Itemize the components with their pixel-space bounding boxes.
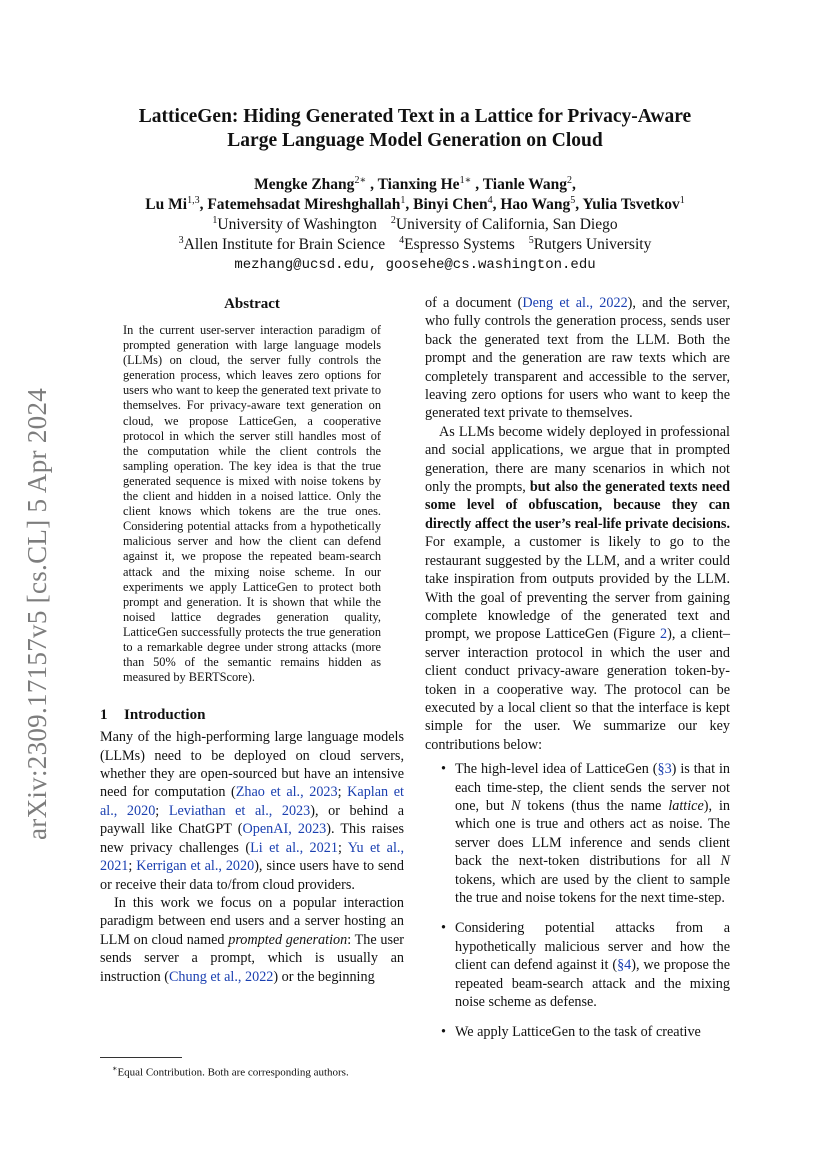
- affiliation-mark: 2: [390, 214, 396, 226]
- author-affiliation-mark: 1: [679, 194, 685, 206]
- author-name: Mengke Zhang: [254, 176, 355, 193]
- bold-claim: but also the generated texts need some level of obfuscation, because they can directly affect the user’s real-life private decisions.: [425, 479, 730, 532]
- affiliation-name: University of Washington: [217, 216, 377, 233]
- affiliation-mark: 3: [178, 234, 184, 246]
- figure-reference-link[interactable]: 2: [660, 626, 668, 643]
- contributions-list: [425, 760, 730, 1042]
- citation-link[interactable]: Kaplan et al., 2020: [100, 784, 404, 819]
- affiliation-mark: 5: [528, 234, 534, 246]
- footnote-divider: [100, 1057, 182, 1058]
- bullet-icon: •: [441, 761, 446, 778]
- author-name: Tianle Wang: [482, 176, 568, 193]
- author-separator: ,: [471, 176, 483, 193]
- author-name: Tianxing He: [377, 176, 460, 193]
- author-name: Lu Mi: [145, 196, 188, 213]
- citation-link[interactable]: Leviathan et al., 2023: [168, 802, 311, 819]
- intro-paragraph-2-continued: of a document (Deng et al., 2022), and the server, who fully controls the generation process, sends user back the generated text from the LLM. Both the prompt and the generation are raw texts which are completely transparent and accessible to the server, leaving zero options for users who want to keep the generated text private to themselves.: [425, 295, 730, 422]
- author-separator: ,: [572, 176, 576, 193]
- affiliation-name: Rutgers University: [533, 236, 652, 253]
- section-number: 1: [100, 707, 108, 724]
- citation-link[interactable]: Chung et al., 2022: [168, 968, 274, 985]
- author-line-2: [90, 195, 740, 215]
- author-name: Binyi Chen: [413, 196, 488, 213]
- section-reference-link[interactable]: §3: [657, 761, 672, 778]
- contribution-item: • We apply LatticeGen to the task of creative: [441, 1024, 701, 1041]
- abstract-text: In the current user-server interaction paradigm of prompted generation with large language models (LLMs) on cloud, the server fully controls the generation process, which leaves zero options for users who want to keep the generated text private to themselves. For privacy-aware text generation on cloud, we propose LatticeGen, a cooperative protocol in which the server still handles most of the computation while the client controls the sampling operation. The key idea is that the true generated sequence is mixed with noise tokens by the client and hidden in a noised lattice. Only the client knows which tokens are the true ones. Considering potential attacks from a hypothetically malicious server and how the client can defend against it, we propose the repeated beam-search attack and the mixing noise scheme. In our experiments we apply LatticeGen to protect both prompt and generation. It is shown that while the noised lattice degrades generation quality, LatticeGen successfully protects the true generation to a remarkable degree under strong attacks (more than 50% of the semantic remains hidden as measured by BERTScore).: [123, 323, 381, 685]
- author-separator: ,: [199, 196, 208, 213]
- author-name: Fatemehsadat Mireshghallah: [207, 196, 401, 213]
- intro-paragraph-2: In this work we focus on a popular interaction paradigm between end users and a server hosting an LLM on cloud named prompted generation: The user sends server a prompt, which is usually an instruction (Chung et al., 2022) or the beginning: [100, 894, 404, 985]
- citation-link[interactable]: Deng et al., 2022: [522, 295, 628, 311]
- section-reference-link[interactable]: §4: [617, 957, 632, 974]
- citation-link[interactable]: OpenAI, 2023: [242, 821, 327, 838]
- intro-paragraph-1: Many of the high-performing large language models (LLMs) need to be deployed on cloud servers, whether they are open-sourced but have an intensive need for computation (Zhao et al., 2023; Kaplan et al., 2020; Leviathan et al., 2023), or behind a paywall like ChatGPT (OpenAI, 2023). This raises new privacy challenges (Li et al., 2021; Yu et al., 2021; Kerrigan et al., 2020), since users have to send or receive their data to/from cloud providers.: [100, 729, 404, 893]
- author-line-1: [90, 175, 740, 195]
- intro-paragraph-3: As LLMs become widely deployed in professional and social applications, we argue that in prompted generation, there are many scenarios in which not only the prompts, but also the generated texts need some level of obfuscation, because they can directly affect the user’s real-life private decisions. For example, a customer is likely to go to the restaurant suggested by the LLM, and a writer could take inspiration from outputs provided by the LLM. With the goal of preventing the server from gaining complete knowledge of the generated text and prompt, we propose LatticeGen (Figure 2), a client–server interaction protocol in which the user and client conduct privacy-aware generation token-by-token in a cooperative way. The protocol can be executed by a local client so that the interface is kept simple for the user. We summarize our key contributions below:: [425, 423, 730, 753]
- left-column: [100, 294, 404, 986]
- title-line-2: Large Language Model Generation on Cloud: [227, 130, 603, 151]
- author-emails: mezhang@ucsd.edu, goosehe@cs.washington.edu: [234, 257, 596, 273]
- affiliation-name: Allen Institute for Brain Science: [183, 236, 386, 253]
- footnote-mark: ∗: [112, 1064, 118, 1073]
- right-column: [425, 294, 730, 1054]
- paper-title: [90, 105, 740, 153]
- affiliation-name: Espresso Systems: [404, 236, 515, 253]
- bullet-icon: •: [441, 1024, 446, 1041]
- author-separator: ,: [366, 176, 378, 193]
- author-affiliation-mark: 5: [570, 194, 576, 206]
- emphasis-term: prompted generation: [228, 931, 348, 948]
- math-symbol: N: [720, 853, 730, 870]
- affiliation-mark: 1: [212, 214, 218, 226]
- footnote: [112, 1062, 349, 1080]
- author-separator: ,: [405, 196, 414, 213]
- affiliation-mark: 4: [399, 234, 405, 246]
- footnote-text: Equal Contribution. Both are corresponding authors.: [117, 1066, 349, 1079]
- author-affiliation-mark: 2∗: [354, 174, 367, 186]
- math-symbol: N: [510, 797, 521, 814]
- author-affiliation-mark: 1: [400, 194, 406, 206]
- emphasis-term: lattice: [668, 797, 704, 814]
- citation-link[interactable]: Zhao et al., 2023: [235, 784, 338, 801]
- affiliation-name: University of California, San Diego: [395, 216, 618, 233]
- author-list: [90, 175, 740, 215]
- affiliation-line-2: [90, 235, 740, 255]
- citation-link[interactable]: Yu et al., 2021: [100, 839, 404, 875]
- author-separator: ,: [575, 196, 583, 213]
- section-title: Introduction: [124, 707, 206, 724]
- author-affiliation-mark: 2: [567, 174, 573, 186]
- affiliation-line-1: [90, 215, 740, 235]
- citation-link[interactable]: Kerrigan et al., 2020: [136, 858, 255, 875]
- abstract-heading: Abstract: [224, 296, 280, 312]
- author-affiliation-mark: 1,3: [187, 194, 200, 206]
- citation-link[interactable]: Li et al., 2021: [250, 839, 338, 856]
- bullet-icon: •: [441, 920, 446, 937]
- contribution-item: • Considering potential attacks from a hypothetically malicious server and how the client can defend against it (§4), we propose the repeated beam-search attack and the mixing noise scheme as defense.: [441, 920, 730, 1011]
- author-name: Yulia Tsvetkov: [582, 196, 680, 213]
- contribution-item: • The high-level idea of LatticeGen (§3) is that in each time-step, the client sends the server not one, but N tokens (thus the name lattice), in which one is true and others act as noise. The server does LLM inference and sends client back the next-token distributions for all N tokens, which are used by the client to sample the true and noise tokens for the next time-step.: [441, 761, 730, 906]
- author-affiliation-mark: 1∗: [459, 174, 472, 186]
- author-affiliation-mark: 4: [487, 194, 493, 206]
- section-heading-introduction: [100, 707, 404, 724]
- title-block: [90, 105, 740, 275]
- arxiv-identifier-stamp: arXiv:2309.17157v5 [cs.CL] 5 Apr 2024: [22, 387, 52, 840]
- author-name: Hao Wang: [500, 196, 571, 213]
- author-separator: ,: [492, 196, 501, 213]
- title-line-1: LatticeGen: Hiding Generated Text in a Lattice for Privacy-Aware: [138, 106, 692, 127]
